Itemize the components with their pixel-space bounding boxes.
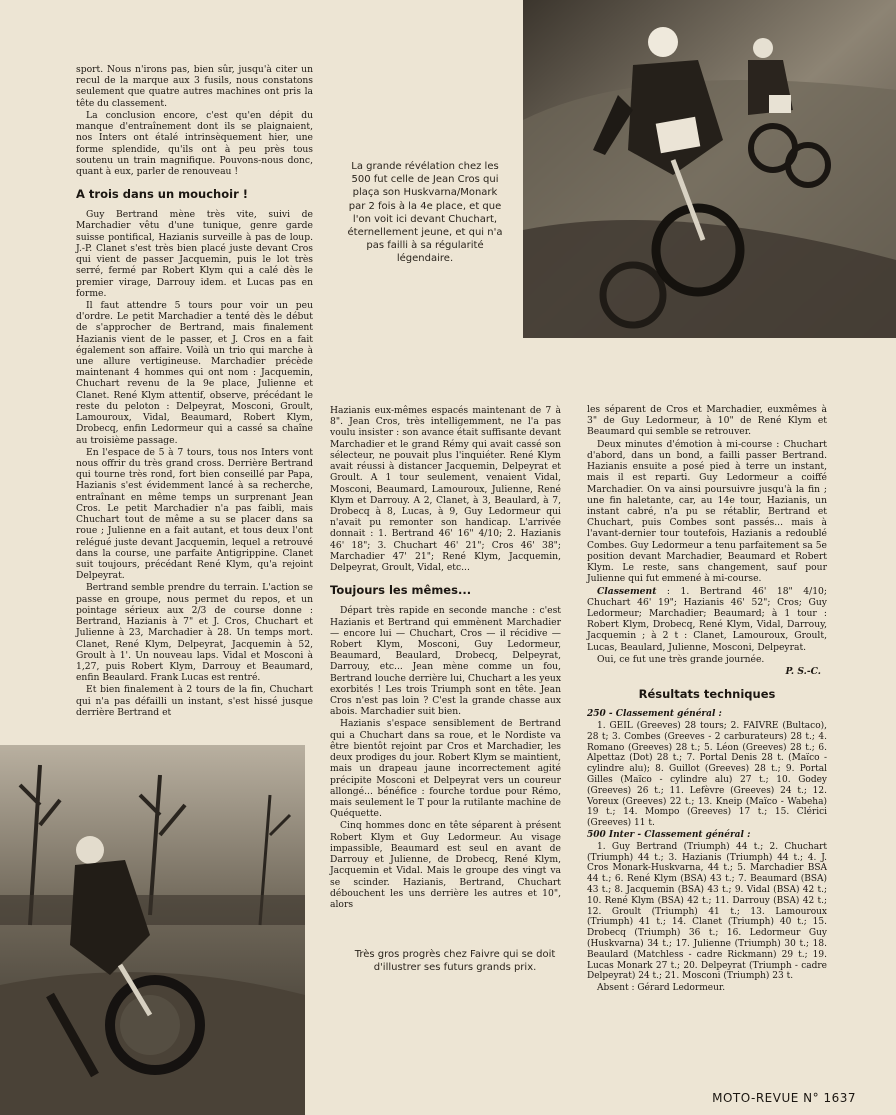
body-paragraph: Hazianis eux-mêmes espacés maintenant de 7 à 8". Jean Cros, très intelligemment, ne l'a pas voulu insister : son avance était suffisante devant Marchadier et le grand Rémy qui avait cassé son sélecteur, ne pouvait plus l'inquiéter. René Klym avait réussi à distancer Jacquemin, Delpeyrat et Groult. A 1 tour seulement, venaient Vidal, Mosconi, Beaumard, Lamouroux, Julienne, René Klym et Darrouy. A 2, Clanet, à 3, Beaulard, à 7, Drobecq à 8, Lucas, à 9, Guy Ledormeur qui n'avait pu remonter son handicap. L'arrivée donnait : 1. Bertrand 46' 16" 4/10; 2. Hazianis 46' 18"; 3. Chuchart 46' 21"; Cros 46' 38"; Marchadier 47' 21"; René Klym, Jacquemin, Delpeyrat, Groult, Vidal, etc... <box>330 405 561 574</box>
body-paragraph: Et bien finalement à 2 tours de la fin, Chuchart qui n'a pas défailli un instant, s'est hissé jusque derrière Bertrand et <box>76 684 313 718</box>
results-500-heading: 500 Inter - Classement général : <box>587 830 751 841</box>
closing-line: Oui, ce fut une très grande journée. <box>597 653 765 665</box>
body-paragraph: Il faut attendre 5 tours pour voir un peu d'ordre. Le petit Marchadier a tenté dès le début de s'approcher de Bertrand, mais finalement Hazianis vient de le passer, et J. Cros en a fait également son affaire. Voilà un trio qui marche à une allure vertigineuse. Marchadier précède maintenant 4 hommes qui ont nom : Jacquemin, Chuchart revenu de la 9e place, Julienne et Clanet. René Klym attentif, observe, précédant le reste du peloton : Delpeyrat, Mosconi, Groult, Lamouroux, Vidal, Beaumard, Robert Klym, Drobecq, enfin Ledormeur qui a cassé sa chaîne au troisième passage. <box>76 299 313 446</box>
body-paragraph: Hazianis s'espace sensiblement de Bertrand qui a Chuchart dans sa roue, et le Nordiste va être bientôt rejoint par Cros et Marchadier, les deux prodiges du jour. Robert Klym se maintient, mais un drapeau jaune incorrectement agité précipite Mosconi et Delpeyrat vers un coureur allongé... bénéfice : fourche tordue pour Rémo, mais seulement le T pour la rutilante machine de Quéquette. <box>330 718 561 820</box>
intro-paragraph: La conclusion encore, c'est qu'en dépit du manque d'entraînement dont ils se plaignaient, nos Inters ont étalé intrinsèquement hier, une forme splendide, qu'ils ont à peu près tous soutenu un train magnifique. Pouvons-nous donc, quant à eux, parler de renouveau ! <box>76 109 313 177</box>
photo-caption-top: La grande révélation chez les 500 fut celle de Jean Cros qui plaça son Huskvarna/Monark par 2 fois à la 4e place, et que l'on voit ici devant Chuchart, éternellement jeune, et qui n'a pas failli à sa régularité légendaire. <box>347 161 503 265</box>
intro-paragraph: sport. Nous n'irons pas, bien sûr, jusqu'à citer un recul de la marque aux 3 fusils, nous constatons seulement que quatre autres machines ont pris la tête du classement. <box>76 64 313 109</box>
results-250-heading: 250 - Classement général : <box>587 709 722 720</box>
photo-caption-bottom: Très gros progrès chez Faivre qui se doit d'illustrer ses futurs grands prix. <box>354 949 556 974</box>
results-absent: Absent : Gérard Ledormeur. <box>597 983 726 994</box>
body-paragraph: Guy Bertrand mène très vite, suivi de Marchadier vêtu d'une tunique, genre garde suisse pontifical, Hazianis surveille à pas de loup. J.-P. Clanet s'est très bien placé juste devant Cros qui vient de passer Jacquemin, puis le lot très serré, fermé par Robert Klym qui a calé dès le premier virage, Darrouy idem. et Lucas pas en forme. <box>76 209 313 299</box>
page-footer: MOTO-REVUE N° 1637 <box>712 1091 856 1105</box>
column-right <box>587 404 827 995</box>
body-paragraph: Départ très rapide en seconde manche : c'est Hazianis et Bertrand qui emmènent Marchadier — encore lui — Chuchart, Cros — il récidive — Robert Klym, Mosconi, Guy Ledormeur, Beaumard, Beaulard, Drobecq, Delpeyrat, Darrouy, etc... Jean mène comme un fou, Bertrand louche derrière lui, Chuchart a les yeux exorbités ! Les trois Triumph sont en tête. Jean Cros n'est pas loin ? C'est la grande chasse aux abois. Marchadier suit bien. <box>330 605 561 718</box>
section-heading: Résultats techniques <box>638 687 776 702</box>
results-500-list: 1. Guy Bertrand (Triumph) 44 t.; 2. Chuchart (Triumph) 44 t.; 3. Hazianis (Triumph) 44 t.; 4. J. Cros Monark-Huskvarna, 44 t.; 5. Marchadier BSA 44 t.; 6. René Klym (BSA) 43 t.; 7. Beaumard (BSA) 43 t.; 8. Jacquemin (BSA) 43 t.; 9. Vidal (BSA) 42 t.; 10. René Klym (BSA) 42 t.; 11. Darrouy (BSA) 42 t.; 12. Groult (Triumph) 41 t.; 13. Lamouroux (Triumph) 41 t.; 14. Clanet (Triumph) 40 t.; 15. Drobecq (Triumph) 36 t.; 16. Ledormeur Guy (Huskvarna) 34 t.; 17. Julienne (Triumph) 30 t.; 18. Beaulard (Matchless - cadre Rickmann) 29 t.; 19. Lucas Monark 27 t.; 20. Delpeyrat (Triumph - cadre Delpeyrat) 24 t.; 21. Mosconi (Triumph) 23 t. <box>587 841 827 982</box>
photo-top-riders <box>523 0 896 338</box>
results-block <box>587 709 827 994</box>
body-paragraph: Cinq hommes donc en tête séparent à présent Robert Klym et Guy Ledormeur. Au visage impassible, Beaumard est seul en avant de Darrouy et Julienne, de Drobecq, René Klym, Jacquemin et Vidal. Mais le groupe des vingt va se scinder. Hazianis, Bertrand, Chuchart débouchent les uns derrière les autres et 10", alors <box>330 820 561 910</box>
section-heading: Toujours les mêmes... <box>330 583 472 598</box>
column-middle <box>330 405 561 911</box>
classement-label: Classement <box>597 585 657 597</box>
section-heading: A trois dans un mouchoir ! <box>76 187 249 202</box>
classement-text: : 1. Bertrand 46' 18" 4/10; Chuchart 46' 19"; Hazianis 46' 52"; Cros; Guy Ledormeur; Marchadier; Beaumard; à 1 tour : Robert Klym, Drobecq, René Klym, Vidal, Darrouy, Jacquemin ; à 2 t : Clanet, Lamouroux, Groult, Lucas, Beaulard, Julienne, Mosconi, Delpeyrat. <box>587 585 827 653</box>
classement-paragraph <box>587 586 827 653</box>
results-250-list: 1. GEIL (Greeves) 28 tours; 2. FAIVRE (Bultaco), 28 t; 3. Combes (Greeves - 2 carburateurs) 28 t.; 4. Romano (Greeves) 28 t.; 5. Léon (Greeves) 28 t.; 6. Alpettaz (Dot) 28 t.; 7. Portal Denis 28 t. (Maïco - cylindre alu); 8. Guillot (Greeves) 28 t.; 9. Portal Gilles (Maïco - cylindre alu) 27 t.; 10. Godey (Greeves) 26 t.; 11. Lefèvre (Greeves) 24 t.; 12. Voreux (Greeves) 22 t.; 13. Kneip (Maïco - Wabeha) 19 t.; 14. Mompo (Greeves) 17 t.; 15. Clérici (Greeves) 11 t. <box>587 721 827 829</box>
column-left <box>76 64 313 719</box>
body-paragraph: les séparent de Cros et Marchadier, euxmêmes à 3" de Guy Ledormeur, à 10" de René Klym et Beaumard qui semble se retrouver. <box>587 404 827 438</box>
author-signature: P. S.-C. <box>785 666 821 678</box>
body-paragraph: Deux minutes d'émotion à mi-course : Chuchart d'abord, dans un bond, a failli passer Bertrand. Hazianis ensuite a posé pied à terre un instant, mais il est reparti. Guy Ledormeur a coiffé Marchadier. On va ainsi poursuivre jusqu'à la fin ; une fin haletante, car, au 14e tour, Hazianis, un instant cabré, n'a pu se rétablir, Bertrand et Chuchart, puis Combes sont passés... mais à l'avant-dernier tour toutefois, Hazianis a redoublé Combes. Guy Ledormeur a tenu parfaitement sa 5e position devant Marchadier, Beaumard et Robert Klym. Le reste, sans changement, sauf pour Julienne qui fut emmené à mi-course. <box>587 438 827 585</box>
photo-bottom-rider <box>0 745 305 1115</box>
body-paragraph: Bertrand semble prendre du terrain. L'action se passe en groupe, nous permet du repos, et un pointage sérieux aux 2/3 de course donne : Bertrand, Hazianis à 7" et J. Cros, Chuchart et Julienne à 23, Marchadier à 28. Un temps mort. Clanet, René Klym, Delpeyrat, Jacquemin à 52, Groult à 1'. Un nouveau laps. Vidal et Mosconi à 1,27, puis Robert Klym, Darrouy et Beaumard, enfin Beaulard. Frank Lucas est rentré. <box>76 582 313 684</box>
body-paragraph: En l'espace de 5 à 7 tours, tous nos Inters vont nous offrir du très grand cross. Derrière Bertrand qui tourne très rond, fort bien conseillé par Papa, Hazianis s'est évidemment lancé à sa recherche, entraînant en même temps un surprenant Jean Cros. Le petit Marchadier n'a pas faibli, mais Chuchart tout de même a su se placer dans sa roue ; Julienne en a fait autant, et tous deux l'ont relégué juste devant Jacquemin, lequel a retrouvé dans la course, une parfaite Antigrippine. Clanet suit toujours, précédant René Klym, qu'a rejoint Delpeyrat. <box>76 446 313 582</box>
